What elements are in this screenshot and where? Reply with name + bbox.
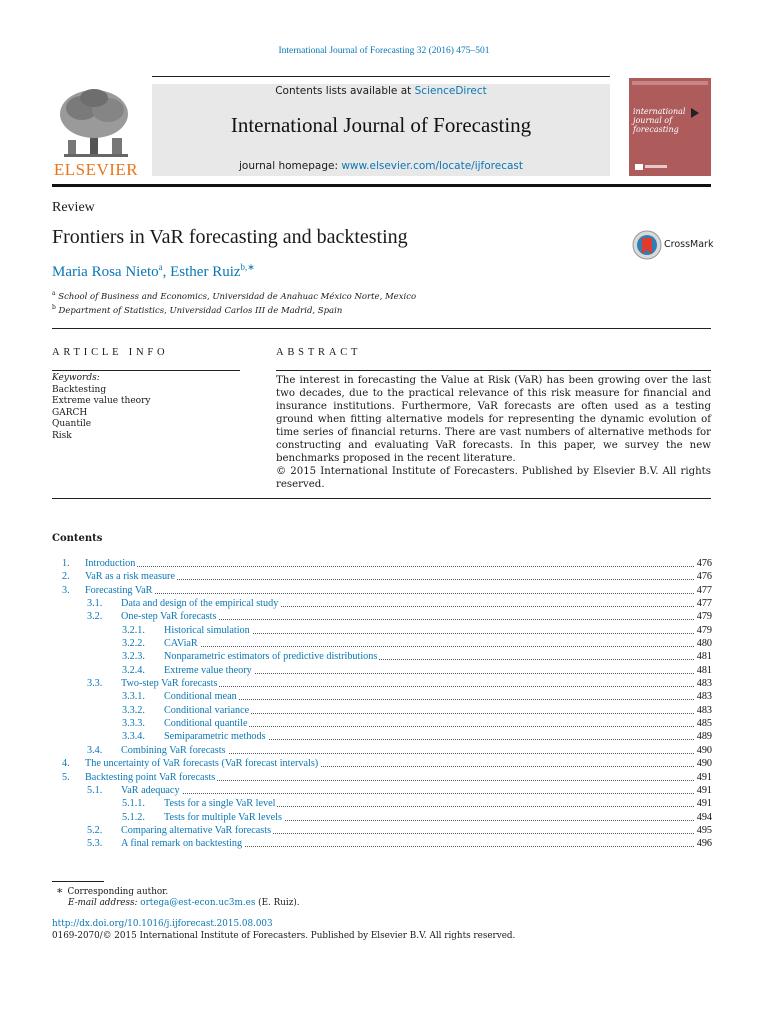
issn-copyright: 0169-2070/© 2015 International Institute of Forecasters. Published by Elsevier B.V. All rights reserved. [52,931,516,941]
toc-leader-dots [164,646,694,647]
toc-entry-number: 4. [62,758,70,770]
toc-entry[interactable] [52,597,712,610]
toc-entry[interactable] [52,664,712,677]
sciencedirect-link[interactable]: ScienceDirect [414,85,487,97]
toc-entry-number: 3.4. [87,744,103,756]
toc-entry-title[interactable]: A final remark on backtesting [121,838,243,850]
author-name[interactable]: Esther Ruiz [170,264,241,280]
affiliation-b [52,304,342,316]
toc-entry-page: 477 [696,584,712,596]
toc-entry-page: 485 [696,718,712,730]
keyword: Extreme value theory [52,396,151,407]
email-note [68,898,300,908]
journal-homepage [152,160,610,172]
contents-heading: Contents [52,533,103,544]
toc-entry-page: 483 [696,704,712,716]
toc-entry[interactable] [52,837,712,850]
author-separator: , [162,264,171,280]
affiliation-mark: a [52,290,56,297]
keyword: GARCH [52,407,88,418]
toc-entry-page: 479 [696,624,712,636]
toc-entry[interactable] [52,704,712,717]
keyword: Backtesting [52,384,107,395]
article-info-rule [52,370,240,371]
toc-entry-page: 491 [696,798,712,810]
abstract-rule [276,370,711,371]
toc-entry-number: 5.2. [87,824,103,836]
toc-entry-number: 5.3. [87,838,103,850]
footnote-rule [52,881,104,882]
author-affil-mark: a [158,262,163,272]
toc-leader-dots [85,593,694,594]
toc-entry[interactable] [52,757,712,770]
article-type: Review [52,200,95,215]
toc-leader-dots [121,793,694,794]
keyword: Risk [52,430,72,441]
toc-entry[interactable] [52,637,712,650]
toc-entry-title[interactable]: Combining VaR forecasts [121,744,226,756]
toc-entry-page: 490 [696,744,712,756]
journal-cover-thumbnail [629,78,711,176]
toc-entry-number: 3.1. [87,598,103,610]
toc-entry-title[interactable]: Conditional mean [164,691,237,703]
toc-entry-number: 3.2.2. [122,638,145,650]
toc-entry-page: 491 [696,771,712,783]
toc-entry[interactable] [52,811,712,824]
corresponding-author-note [56,884,168,897]
toc-entry[interactable] [52,624,712,637]
toc-entry-title[interactable]: CAViaR [164,638,198,650]
corresponding-text: Corresponding author. [67,887,169,897]
affiliation-text: Department of Statistics, Universidad Carlos III de Madrid, Spain [58,305,343,316]
doi-link[interactable]: http://dx.doi.org/10.1016/j.ijforecast.2015.08.003 [52,919,273,929]
elsevier-logo-text: ELSEVIER [53,160,139,179]
affiliation-text: School of Business and Economics, Universidad de Anahuac México Norte, Mexico [58,291,417,302]
crossmark-label[interactable]: CrossMark [664,239,714,250]
toc-entry-page: 489 [696,731,712,743]
author-name[interactable]: Maria Rosa Nieto [52,264,159,280]
toc-entry-page: 495 [696,824,712,836]
toc-entry[interactable] [52,570,712,583]
toc-entry-number: 5. [62,771,70,783]
toc-entry-page: 483 [696,678,712,690]
toc-entry[interactable] [52,677,712,690]
toc-entry-page: 494 [696,811,712,823]
toc-entry-title[interactable]: VaR as a risk measure [85,571,175,583]
cover-title: international journal of forecasting [633,107,686,134]
author-list [52,262,255,281]
toc-entry-page: 496 [696,838,712,850]
toc-entry-number: 3.3. [87,678,103,690]
toc-leader-dots [164,699,694,700]
journal-citation[interactable]: International Journal of Forecasting 32 (2016) 475–501 [278,46,490,56]
toc-entry-number: 3.2.4. [122,664,145,676]
toc-entry-title[interactable]: Forecasting VaR [85,584,153,596]
toc-entry[interactable] [52,717,712,730]
toc-entry[interactable] [52,784,712,797]
contents-prefix: Contents lists available at [275,85,415,97]
toc-entry-number: 1. [62,558,70,569]
toc-entry-title[interactable]: Semiparametric methods [164,731,266,743]
toc-entry[interactable] [52,797,712,810]
email-label: E-mail address: [68,898,141,908]
toc-entry-title[interactable]: Data and design of the empirical study [121,598,279,610]
email-link[interactable]: ortega@est-econ.uc3m.es [140,898,256,908]
contents-availability [152,85,610,97]
homepage-link[interactable]: www.elsevier.com/locate/ijforecast [341,160,523,172]
toc-entry[interactable] [52,730,712,743]
toc-entry-number: 3.3.1. [122,691,145,703]
toc-entry-number: 3.3.4. [122,731,145,743]
toc-entry-page: 490 [696,758,712,770]
abstract-heading: ABSTRACT [276,347,362,358]
toc-entry-number: 3.2.1. [122,624,145,636]
table-of-contents [52,557,712,851]
paper-title: Frontiers in VaR forecasting and backtesting [52,226,408,248]
abstract-text: The interest in forecasting the Value at Risk (VaR) has been growing over the last two decades, due to the practical relevance of this risk measure for financial and insurance institutions. Furthermore, VaR forecasts are often used as a testing ground when fitting alternative models for representing the dynamic evolution of time series of financial returns. There are vast numbers of alternative methods for constructing and evaluating VaR forecasts. In this paper, we survey the new benchmarks proposed in the recent literature. [276,375,711,464]
author-affil-mark[interactable]: b,∗ [240,262,255,272]
toc-entry-title[interactable]: Historical simulation [164,624,250,636]
header-thick-rule [52,184,711,187]
toc-entry-number: 3.2.3. [122,651,145,663]
toc-entry-page: 481 [696,651,712,663]
toc-entry-number: 3.2. [87,611,103,623]
email-suffix: (E. Ruiz). [255,898,300,908]
abstract-copyright: © 2015 International Institute of Forecasters. Published by Elsevier B.V. All rights reserved. [276,466,711,490]
toc-entry-title[interactable]: Tests for a single VaR level [164,798,276,810]
keyword: Quantile [52,419,92,430]
toc-entry-page: 477 [696,598,712,610]
toc-entry[interactable] [52,744,712,757]
toc-entry[interactable] [52,824,712,837]
toc-entry-number: 3.3.3. [122,718,145,730]
toc-entry-title[interactable]: Nonparametric estimators of predictive distributions [164,651,378,663]
toc-entry-number: 5.1.2. [122,811,145,823]
toc-entry-page: 491 [696,784,712,796]
toc-entry-number: 3. [62,584,70,596]
header-top-rule [152,76,610,77]
article-info-heading: ARTICLE INFO [52,347,169,358]
toc-entry[interactable] [52,650,712,663]
toc-entry-title[interactable]: One-step VaR forecasts [121,611,217,623]
toc-entry-title[interactable]: Comparing alternative VaR forecasts [121,824,272,836]
toc-entry-number: 3.3.2. [122,704,145,716]
journal-title: International Journal of Forecasting [230,113,532,137]
toc-entry-title[interactable]: Two-step VaR forecasts [121,678,218,690]
keywords-block [52,373,150,443]
affiliation-a [52,290,416,302]
toc-entry-number: 5.1.1. [122,798,145,810]
toc-entry-title[interactable]: Conditional quantile [164,718,248,730]
toc-entry-page: 483 [696,691,712,703]
toc-entry[interactable] [52,584,712,597]
toc-entry[interactable] [52,610,712,623]
toc-entry-page: 476 [696,558,712,569]
keywords-label: Keywords: [52,373,100,383]
toc-entry-title[interactable]: Introduction [85,558,136,569]
divider [52,328,711,329]
abstract-body [276,374,711,491]
toc-entry-number: 2. [62,571,70,583]
toc-entry-number: 5.1. [87,784,103,796]
toc-entry[interactable] [52,771,712,784]
toc-entry[interactable] [52,557,712,570]
toc-entry-page: 481 [696,664,712,676]
divider [52,498,711,499]
toc-entry-title[interactable]: Tests for multiple VaR levels [164,811,282,823]
toc-entry-page: 479 [696,611,712,623]
homepage-prefix: journal homepage: [239,160,342,172]
toc-entry-page: 476 [696,571,712,583]
toc-entry-title[interactable]: Backtesting point VaR forecasts [85,771,216,783]
toc-entry-title[interactable]: Extreme value theory [164,664,252,676]
toc-leader-dots [85,566,694,567]
footnote-star: ∗ [56,884,64,897]
toc-entry-title[interactable]: The uncertainty of VaR forecasts (VaR forecast intervals) [85,758,319,770]
toc-entry[interactable] [52,690,712,703]
toc-entry-page: 480 [696,638,712,650]
affiliation-mark: b [52,304,56,311]
toc-entry-title[interactable]: VaR adequacy [121,784,180,796]
toc-entry-title[interactable]: Conditional variance [164,704,250,716]
